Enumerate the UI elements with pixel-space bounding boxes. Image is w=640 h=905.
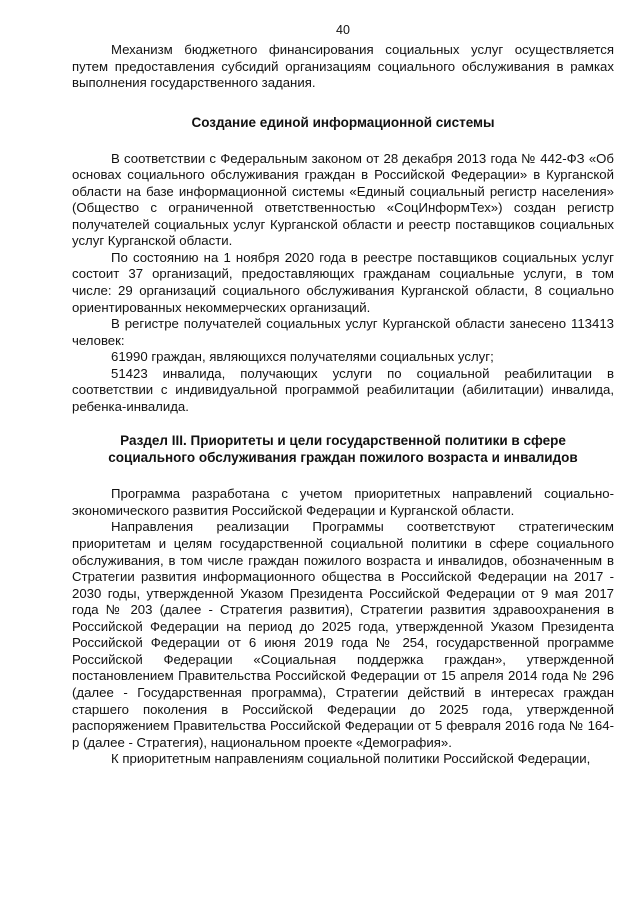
spacer (72, 415, 614, 432)
paragraph-disabled-count: 51423 инвалида, получающих услуги по социальной реабилитации в соответствии с индивидуальной программой реабилитации (абилитации) инвалида, ребенка-инвалида. (72, 365, 614, 414)
intro-paragraph: Механизм бюджетного финансирования социальных услуг осуществляется путем предоставления субсидий организациям социального обслуживания в рамках выполнения государственного задания. (72, 42, 614, 91)
paragraph-providers-registry: По состоянию на 1 ноября 2020 года в реестре поставщиков социальных услуг состоит 37 организаций, предоставляющих гражданам социальные услуги, в том числе: 29 организаций социального обслуживания Курганской области, 8 социально ориентированных некоммерческих организаций. (72, 249, 614, 315)
section-heading-priorities-line2: социального обслуживания граждан пожилого возраста и инвалидов (108, 450, 578, 466)
paragraph-program-developed: Программа разработана с учетом приоритетных направлений социально-экономического развития Российской Федерации и Курганской области. (72, 486, 614, 518)
section-heading-priorities (72, 432, 614, 466)
page-number: 40 (336, 23, 350, 37)
paragraph-citizens-count: 61990 граждан, являющихся получателями социальных услуг; (111, 349, 494, 365)
paragraph-program-directions: Направления реализации Программы соответствуют стратегическим приоритетам и целям государственной социальной политики в сфере социального обслуживания, в том числе граждан пожилого возраста и инвалидов, обозначенным в Стратегии развития информационного общества в Российской Федерации на 2017 - 2030 годы, утвержденной Указом Президента Российской Федерации от 9 мая 2017 года № 203 (далее - Стратегия развития), Стратегии развития здравоохранения в Российской Федерации на период до 2025 года, утвержденной Указом Президента Российской Федерации от 6 июня 2019 года № 254, государственной программе Российской Федерации «Социальная поддержка граждан», утвержденной постановлением Правительства Российской Федерации от 15 апреля 2014 года № 296 (далее - Государственная программа), Стратегии действий в интересах граждан старшего поколения в Российской Федерации до 2025 года, утвержденной распоряжением Правительства Российской Федерации от 5 февраля 2016 года № 164-р (далее - Стратегия), национальном проекте «Демография». (72, 519, 614, 750)
paragraph-recipients-registry: В регистре получателей социальных услуг Курганской области занесено 113413 человек: (72, 316, 614, 348)
section-heading-information-system: Создание единой информационной системы (191, 114, 495, 130)
paragraph-priority-directions: К приоритетным направлениям социальной политики Российской Федерации, (111, 751, 591, 767)
spacer (72, 92, 614, 114)
paragraph-federal-law: В соответствии с Федеральным законом от 28 декабря 2013 года № 442-ФЗ «Об основах социального обслуживания граждан в Российской Федерации» в Курганской области на базе информационной системы «Единый социальный регистр населения» (Общество с ограниченной ответственностью «СоцИнформТех») создан регистр получателей социальных услуг Курганской области и реестр поставщиков социальных услуг Курганской области. (72, 150, 614, 249)
section-heading-priorities-line1: Раздел III. Приоритеты и цели государственной политики в сфере (120, 433, 566, 449)
document-page (72, 22, 614, 892)
spacer (72, 466, 614, 486)
spacer (72, 131, 614, 151)
